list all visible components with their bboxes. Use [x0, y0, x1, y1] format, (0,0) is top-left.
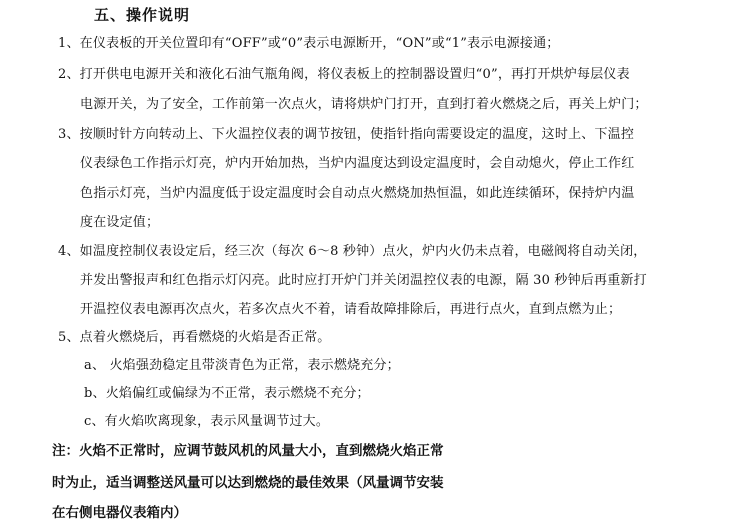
item-2-line-1: 2、打开供电电源开关和液化石油气瓶角阀，将仪表板上的控制器设置归“0”，再打开烘炉每层仪表 [58, 67, 630, 82]
item-3-line-2: 仪表绿色工作指示灯亮，炉内开始加热，当炉内温度达到设定温度时，会自动熄火，停止工作红 [80, 156, 635, 171]
note-line-3: 在右侧电器仪表箱内） [52, 505, 187, 521]
item-2-line-2: 电源开关，为了安全，工作前第一次点火，请将烘炉门打开，直到打着火燃烧之后，再关上炉门； [80, 97, 648, 112]
item-3-line-1: 3、按顺时针方向转动上、下火温控仪表的调节按钮，使指针指向需要设定的温度，这时上、下温控 [58, 127, 635, 142]
item-4-line-1: 4、如温度控制仪表设定后，经三次（每次 6～8 秒钟）点火，炉内火仍未点着，电磁阀将自动关闭， [58, 244, 647, 259]
section-heading: 五、操作说明 [94, 6, 191, 24]
note-line-2: 时为止，适当调整送风量可以达到燃烧的最佳效果（风量调节安装 [52, 475, 444, 491]
note-line-1: 注：火焰不正常时，应调节鼓风机的风量大小，直到燃烧火焰正常 [52, 443, 444, 459]
item-3-line-3: 色指示灯亮，当炉内温度低于设定温度时会自动点火燃烧加热恒温，如此连续循环，保持炉内温 [80, 186, 635, 201]
item-5-line-1: 5、点着火燃烧后，再看燃烧的火焰是否正常。 [58, 330, 331, 345]
subitem-c: c、有火焰吹离现象，表示风量调节过大。 [84, 414, 330, 429]
item-1-line-1: 1、在仪表板的开关位置印有“OFF”或“0”表示电源断开，“ON”或“1”表示电源接通； [58, 36, 560, 51]
subitem-a: a、 火焰强劲稳定且带淡青色为正常，表示燃烧充分； [84, 358, 400, 373]
subitem-b: b、火焰偏红或偏绿为不正常，表示燃烧不充分； [84, 386, 370, 401]
item-4-line-2: 并发出警报声和红色指示灯闪亮。此时应打开炉门并关闭温控仪表的电源，隔 30 秒钟后再重新打 [80, 273, 647, 288]
item-4-line-3: 开温控仪表电源再次点火，若多次点火不着，请看故障排除后，再进行点火，直到点燃为止； [80, 302, 622, 317]
item-3-line-4: 度在设定值； [80, 215, 160, 230]
